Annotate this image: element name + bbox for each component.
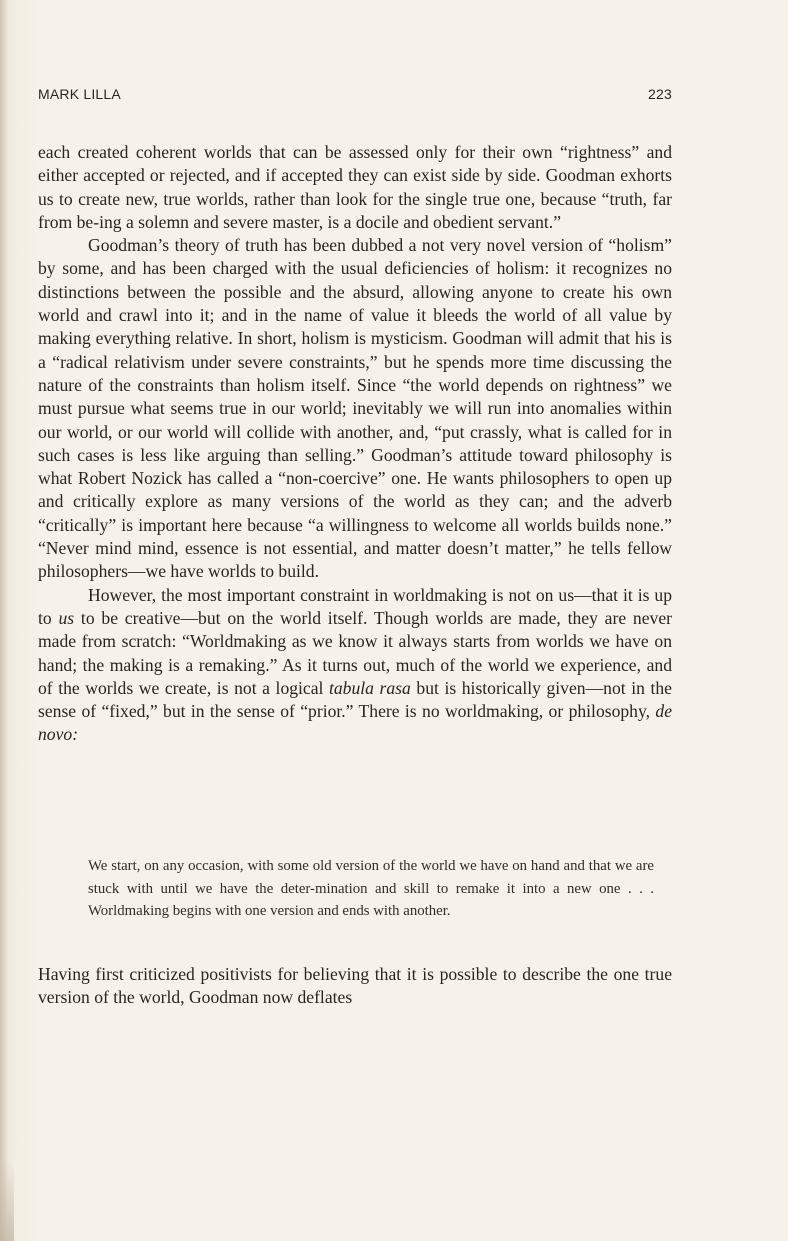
text-run: However, the most important constraint in worldmaking is not on us—that it is up to	[38, 584, 672, 628]
closing-paragraph: Having first criticized positivists for believing that it is possible to describe the one true version of the world, Goodman now deflates	[38, 964, 672, 1008]
text-run: Goodman’s theory of truth has been dubbed a not very novel version of “holism” by some, and has been charged with the usual deficiencies of holism: it recognizes no distinctions between the possible and the absurd, allowing anyone to create his own world and crawl into it; and in the name of value it bleeds the world of all value by making everything relative. In short, holism is mysticism. Goodman will admit that his is a “radical relativism under severe constraints,” but he spends more time discussing the nature of the constraints than holism itself. Since “the world depends on rightness” we must pursue what seems true in our world; inevitably we will run into anomalies within our world, or our world will collide with another, and, “put crassly, what is called for in such cases is less like arguing than selling.” Goodman’s attitude toward philosophy is what Robert Nozick has called a “non-coercive” one. He wants philosophers to open up and critically explore as many versions of the world as they can; and the adverb “critically” is important here because “a willingness to welcome all worlds builds none.” “Never mind mind, essence is not essential, and matter doesn’t matter,” he tells fellow philosophers—we have worlds to build.	[38, 235, 672, 582]
text-run: each created coherent worlds that can be assessed only for their own “rightness” and either accepted or rejected, and if accepted they can exist side by side. Goodman exhorts us to create new, true worlds, rather than look for the single true one, because “truth, far from be-ing a solemn and severe master, is a docile and obedient servant.”	[38, 142, 672, 232]
running-head-author: MARK LILLA	[38, 86, 121, 102]
italic-run: us	[58, 607, 75, 628]
text-run: to be creative—but on the world itself. Though worlds are made, they are never made from scratch: “Worldmaking as we know it always starts from worlds we have on hand; the making is a remaking.” As it turns out, much of the world we experience, and of the worlds we create, is not a logical	[38, 607, 672, 698]
italic-run: de novo:	[38, 701, 672, 745]
page-number: 223	[648, 86, 672, 102]
body-text	[38, 141, 672, 747]
page-edge-shade	[0, 1160, 14, 1241]
body-paragraph	[38, 234, 672, 583]
text-run: but is historically given—not in the sense of “fixed,” but in the sense of “prior.” There is no worldmaking, or philosophy,	[38, 677, 672, 722]
block-quote	[88, 855, 654, 923]
spine-shadow	[0, 0, 8, 1241]
italic-run: tabula rasa	[329, 677, 411, 698]
body-paragraph	[38, 584, 672, 747]
closing-paragraph-container	[38, 963, 672, 1010]
running-head	[38, 86, 672, 106]
block-quote-text: We start, on any occasion, with some old version of the world we have on hand and that we are stuck with until we have the deter-mination and skill to remake it into a new one . . . Worldmaking begins with one version and ends with another.	[88, 858, 654, 920]
body-paragraph	[38, 141, 672, 234]
